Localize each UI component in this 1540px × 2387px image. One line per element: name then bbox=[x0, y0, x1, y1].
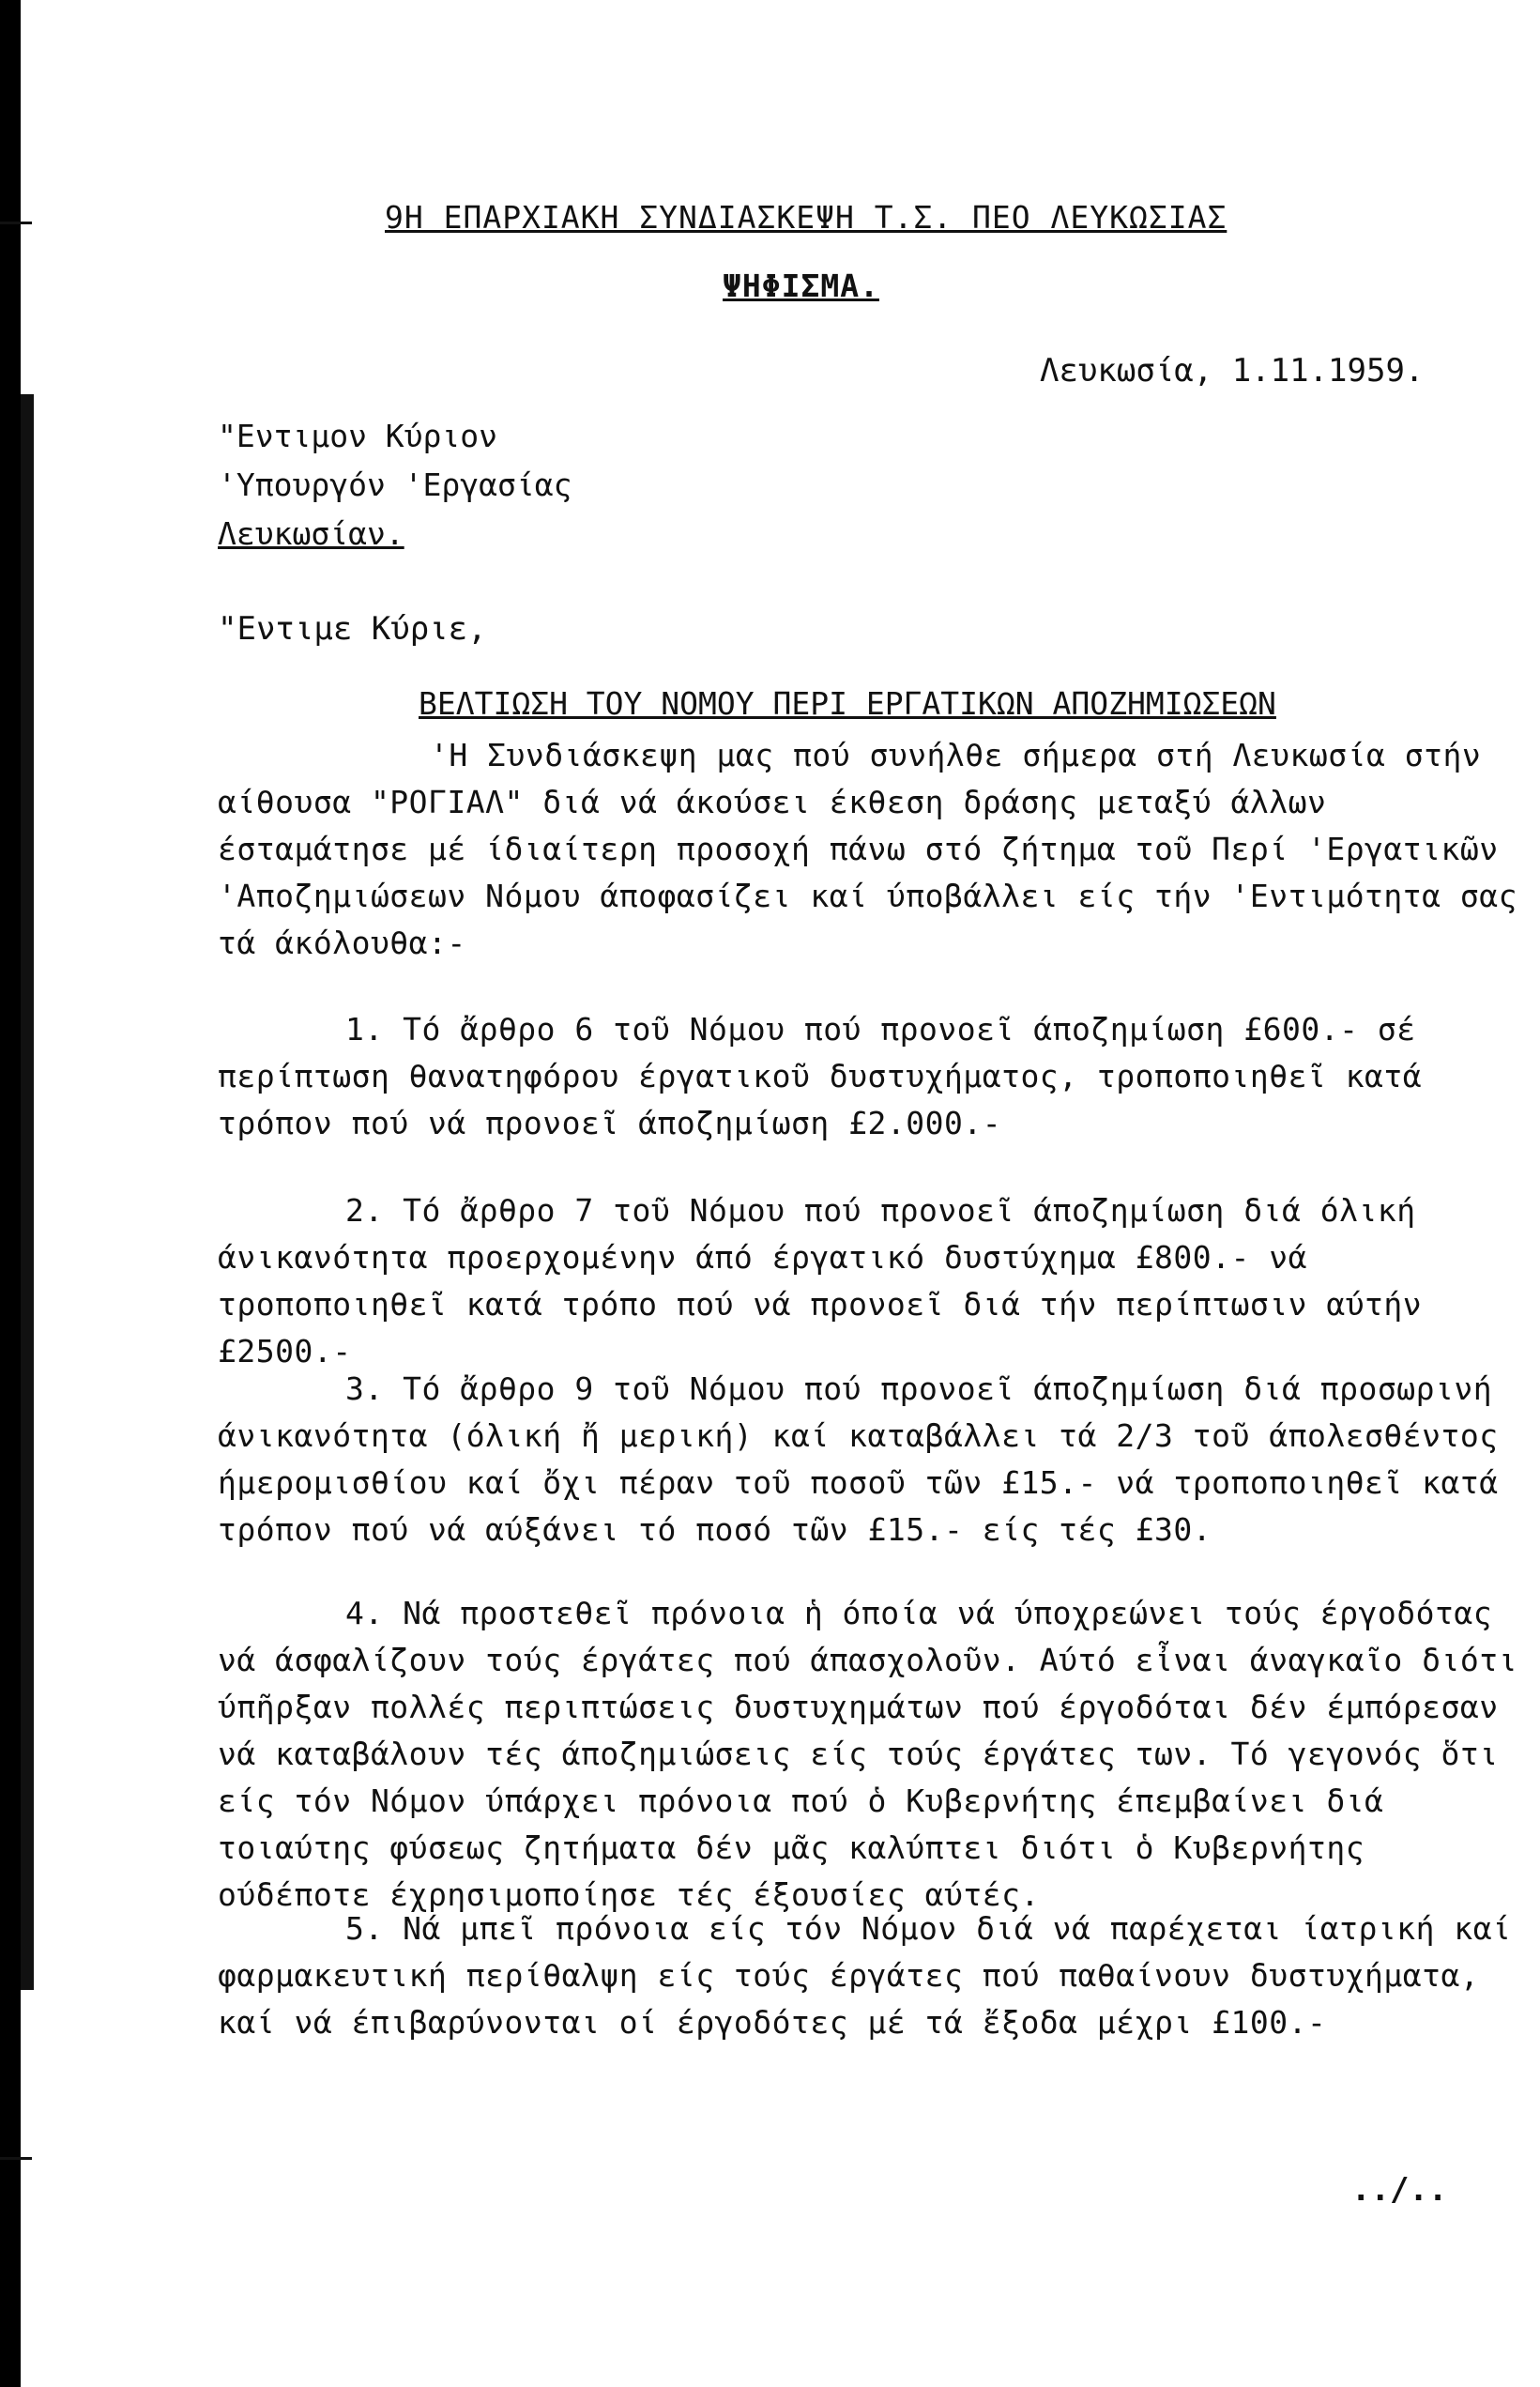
resolution-item-1: 1. Τό ἄρθρο 6 τοῦ Νόμου πού προνοεῖ άποζημίωση £600.- σέ περίπτωση θανατηφόρου έργατικοῦ δυστυχήματος, τροποποιηθεῖ κατά τρόπον πού νά προνοεῖ άποζημίωση £2.000.- bbox=[218, 1011, 1423, 1141]
document-title: 9Η ΕΠΑΡΧΙΑΚΗ ΣΥΝΔΙΑΣΚΕΨΗ Τ.Σ. ΠΕΟ ΛΕΥΚΩΣΙΑΣ bbox=[385, 199, 1227, 236]
resolution-item-2: 2. Τό ἄρθρο 7 τοῦ Νόμου πού προνοεῖ άποζημίωση διά όλική άνικανότητα προερχομένην άπό έργατικό δυστύχημα £800.- νά τροποποιηθεῖ κατά τρόπο πού νά προνοεῖ διά τήν περίπτωσιν αύτήν £2500.- bbox=[218, 1192, 1423, 1369]
subject-heading: ΒΕΛΤΙΩΣΗ ΤΟΥ ΝΟΜΟΥ ΠΕΡΙ ΕΡΓΑΤΙΚΩΝ ΑΠΟΖΗΜΙΩΣΕΩΝ bbox=[419, 685, 1276, 722]
document-subtitle: ΨΗΦΙΣΜΑ. bbox=[723, 268, 879, 304]
dateline: Λευκωσία, 1.11.1959. bbox=[1040, 352, 1425, 390]
page-continuation-marker: ../.. bbox=[1351, 2171, 1448, 2209]
intro-paragraph: 'Η Συνδιάσκεψη μας πού συνήλθε σήμερα στή Λευκωσία στήν αίθουσα "ΡΟΓΙΑΛ" διά νά άκούσει έκθεση δράσης μεταξύ άλλων έσταμάτησε μέ ίδιαίτερη προσοχή πάνω στό ζήτημα τοῦ Περί 'Εργατικῶν 'Αποζημιώσεων Νόμου άποφασίζει καί ύποβάλλει είς τήν 'Εντιμότητα σας τά άκόλουθα:- bbox=[218, 737, 1518, 961]
resolution-item-5: 5. Νά μπεῖ πρόνοια είς τόν Νόμον διά νά παρέχεται ίατρική καί φαρμακευτική περίθαλψη είς τούς έργάτες πού παθαίνουν δυστυχήματα, καί νά έπιβαρύνονται οί έργοδότες μέ τά ἔξοδα μέχρι £100.- bbox=[218, 1910, 1512, 2041]
edge-tick-mark bbox=[0, 2157, 32, 2160]
resolution-item-4: 4. Νά προστεθεῖ πρόνοια ἡ όποία νά ύποχρεώνει τούς έργοδότας νά άσφαλίζουν τούς έργάτες πού άπασχολοῦν. Αύτό εἶναι άναγκαῖο διότι ύπῆρξαν πολλές περιπτώσεις δυστυχημάτων πού έργοδόται δέν έμπόρεσαν νά καταβάλουν τές άποζημιώσεις είς τούς έργάτες των. Τό γεγονός ὅτι είς τόν Νόμον ύπάρχει πρόνοια πού ὁ Κυβερνήτης έπεμβαίνει διά τοιαύτης φύσεως ζητήματα δέν μᾶς καλύπτει διότι ὁ Κυβερνήτης ούδέποτε έχρησιμοποίησε τές έξουσίες αύτές. bbox=[218, 1595, 1518, 1913]
edge-tick-mark bbox=[0, 222, 32, 224]
addressee-line-1: "Εντιμον Κύριον bbox=[218, 418, 498, 454]
scan-edge-shadow bbox=[0, 0, 21, 2387]
addressee-line-3: Λευκωσίαν. bbox=[218, 515, 404, 552]
salutation: "Εντιμε Κύριε, bbox=[218, 610, 487, 648]
scan-edge-shadow-inner bbox=[21, 394, 34, 1990]
addressee-line-2: 'Υπουργόν 'Εργασίας bbox=[218, 467, 572, 503]
resolution-item-3: 3. Τό ἄρθρο 9 τοῦ Νόμου πού προνοεῖ άποζημίωση διά προσωρινή άνικανότητα (όλική ἤ μερική) καί καταβάλλει τά 2/3 τοῦ άπολεσθέντος ήμερομισθίου καί ὄχι πέραν τοῦ ποσοῦ τῶν £15.- νά τροποποιηθεῖ κατά τρόπον πού νά αύξάνει τό ποσό τῶν £15.- είς τές £30. bbox=[218, 1370, 1499, 1548]
